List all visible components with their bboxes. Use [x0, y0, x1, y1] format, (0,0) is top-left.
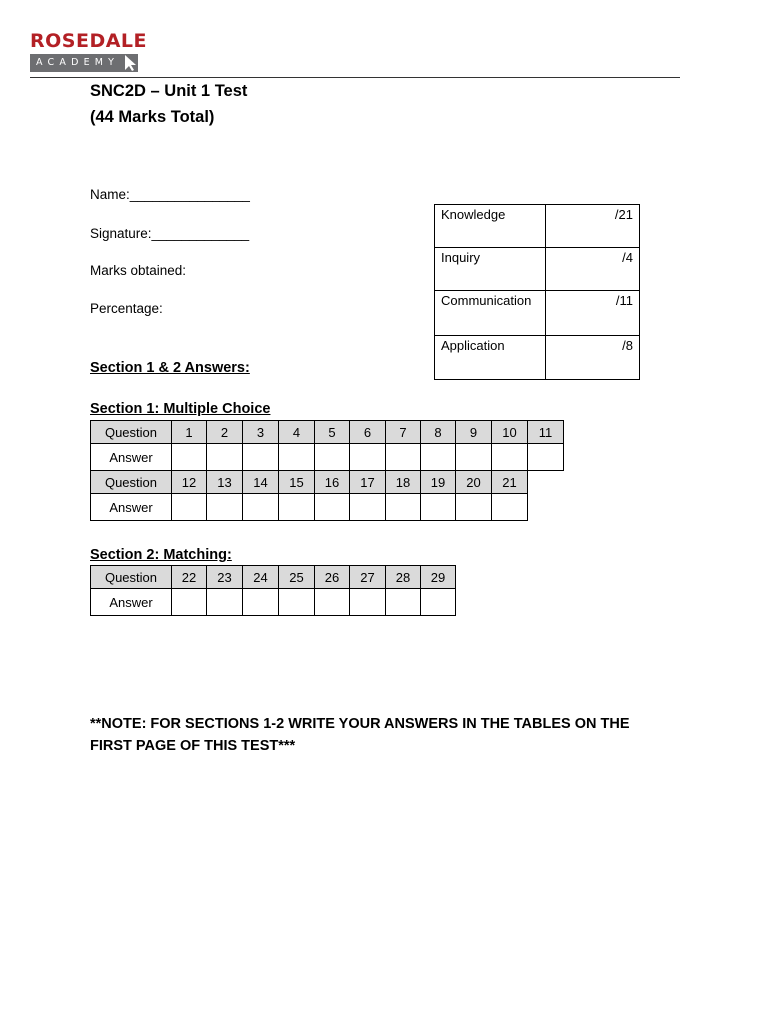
question-number: 19 [421, 471, 456, 494]
question-number: 17 [350, 471, 386, 494]
rosedale-academy-logo [30, 30, 148, 76]
marks-breakdown-table [434, 204, 640, 380]
answer-cell[interactable] [492, 494, 528, 521]
question-number: 14 [243, 471, 279, 494]
question-number: 21 [492, 471, 528, 494]
question-number: 12 [172, 471, 207, 494]
marks-score[interactable]: /11 [546, 291, 640, 336]
answer-cell[interactable] [492, 444, 528, 471]
instructions-note: **NOTE: FOR SECTIONS 1-2 WRITE YOUR ANSWERS IN THE TABLES ON THE FIRST PAGE OF THIS TEST*** [90, 716, 630, 754]
answer-cell[interactable] [207, 494, 243, 521]
answer-cell[interactable] [207, 589, 243, 616]
signature-field[interactable]: Signature:_____________ [90, 226, 250, 241]
test-title: SNC2D – Unit 1 Test [90, 82, 248, 100]
question-number: 29 [421, 566, 456, 589]
question-label: Question [91, 471, 172, 494]
question-label: Question [91, 421, 172, 444]
section1-answer-table-2 [90, 470, 528, 521]
question-number: 3 [243, 421, 279, 444]
marks-category: Communication [435, 291, 546, 336]
question-number: 18 [386, 471, 421, 494]
answer-cell[interactable] [421, 589, 456, 616]
question-number: 15 [279, 471, 315, 494]
answer-cell[interactable] [386, 494, 421, 521]
answer-cell[interactable] [279, 589, 315, 616]
question-row [91, 566, 456, 589]
marks-score[interactable]: /21 [546, 205, 640, 248]
question-number: 25 [279, 566, 315, 589]
answer-cell[interactable] [315, 494, 350, 521]
question-number: 2 [207, 421, 243, 444]
marks-category: Inquiry [435, 248, 546, 291]
question-number: 13 [207, 471, 243, 494]
answer-cell[interactable] [528, 444, 564, 471]
answer-cell[interactable] [172, 494, 207, 521]
answer-cell[interactable] [350, 444, 386, 471]
question-number: 5 [315, 421, 350, 444]
answer-cell[interactable] [207, 444, 243, 471]
question-row [91, 421, 564, 444]
answer-cell[interactable] [456, 494, 492, 521]
logo-bar [30, 54, 138, 72]
answer-cell[interactable] [386, 589, 421, 616]
question-number: 11 [528, 421, 564, 444]
answer-cell[interactable] [279, 444, 315, 471]
answer-cell[interactable] [279, 494, 315, 521]
section2-heading: Section 2: Matching: [90, 547, 232, 563]
answer-label: Answer [91, 494, 172, 521]
answers-heading: Section 1 & 2 Answers: [90, 360, 250, 376]
section1-heading: Section 1: Multiple Choice [90, 401, 271, 417]
question-row [91, 471, 528, 494]
question-number: 22 [172, 566, 207, 589]
question-number: 24 [243, 566, 279, 589]
marks-obtained-label: Marks obtained: [90, 263, 187, 278]
question-number: 26 [315, 566, 350, 589]
answer-row [91, 589, 456, 616]
question-number: 27 [350, 566, 386, 589]
question-number: 23 [207, 566, 243, 589]
logo-name: ROSEDALE [30, 30, 148, 52]
marks-category: Application [435, 336, 546, 380]
cursor-arrow-icon [123, 54, 139, 72]
answer-cell[interactable] [243, 444, 279, 471]
question-number: 6 [350, 421, 386, 444]
question-number: 8 [421, 421, 456, 444]
question-number: 7 [386, 421, 421, 444]
marks-category: Knowledge [435, 205, 546, 248]
section2-answer-table [90, 565, 456, 616]
percentage-label: Percentage: [90, 301, 163, 316]
marks-score[interactable]: /8 [546, 336, 640, 380]
answer-cell[interactable] [421, 444, 456, 471]
question-number: 9 [456, 421, 492, 444]
answer-row [91, 494, 528, 521]
answer-cell[interactable] [350, 494, 386, 521]
answer-cell[interactable] [421, 494, 456, 521]
marks-score[interactable]: /4 [546, 248, 640, 291]
answer-row [91, 444, 564, 471]
answer-cell[interactable] [456, 444, 492, 471]
answer-label: Answer [91, 589, 172, 616]
question-number: 28 [386, 566, 421, 589]
question-number: 1 [172, 421, 207, 444]
total-marks: (44 Marks Total) [90, 108, 215, 126]
answer-cell[interactable] [386, 444, 421, 471]
answer-cell[interactable] [172, 589, 207, 616]
marks-row [435, 205, 640, 248]
name-field[interactable]: Name:________________ [90, 187, 250, 202]
answer-cell[interactable] [350, 589, 386, 616]
marks-row [435, 291, 640, 336]
answer-cell[interactable] [243, 494, 279, 521]
answer-cell[interactable] [315, 589, 350, 616]
question-number: 16 [315, 471, 350, 494]
logo-tagline: ACADEMY [36, 57, 120, 68]
question-label: Question [91, 566, 172, 589]
question-number: 4 [279, 421, 315, 444]
answer-cell[interactable] [243, 589, 279, 616]
question-number: 10 [492, 421, 528, 444]
answer-label: Answer [91, 444, 172, 471]
header-divider [30, 77, 680, 78]
marks-row [435, 248, 640, 291]
answer-cell[interactable] [315, 444, 350, 471]
section1-answer-table-1 [90, 420, 564, 471]
question-number: 20 [456, 471, 492, 494]
marks-row [435, 336, 640, 380]
answer-cell[interactable] [172, 444, 207, 471]
